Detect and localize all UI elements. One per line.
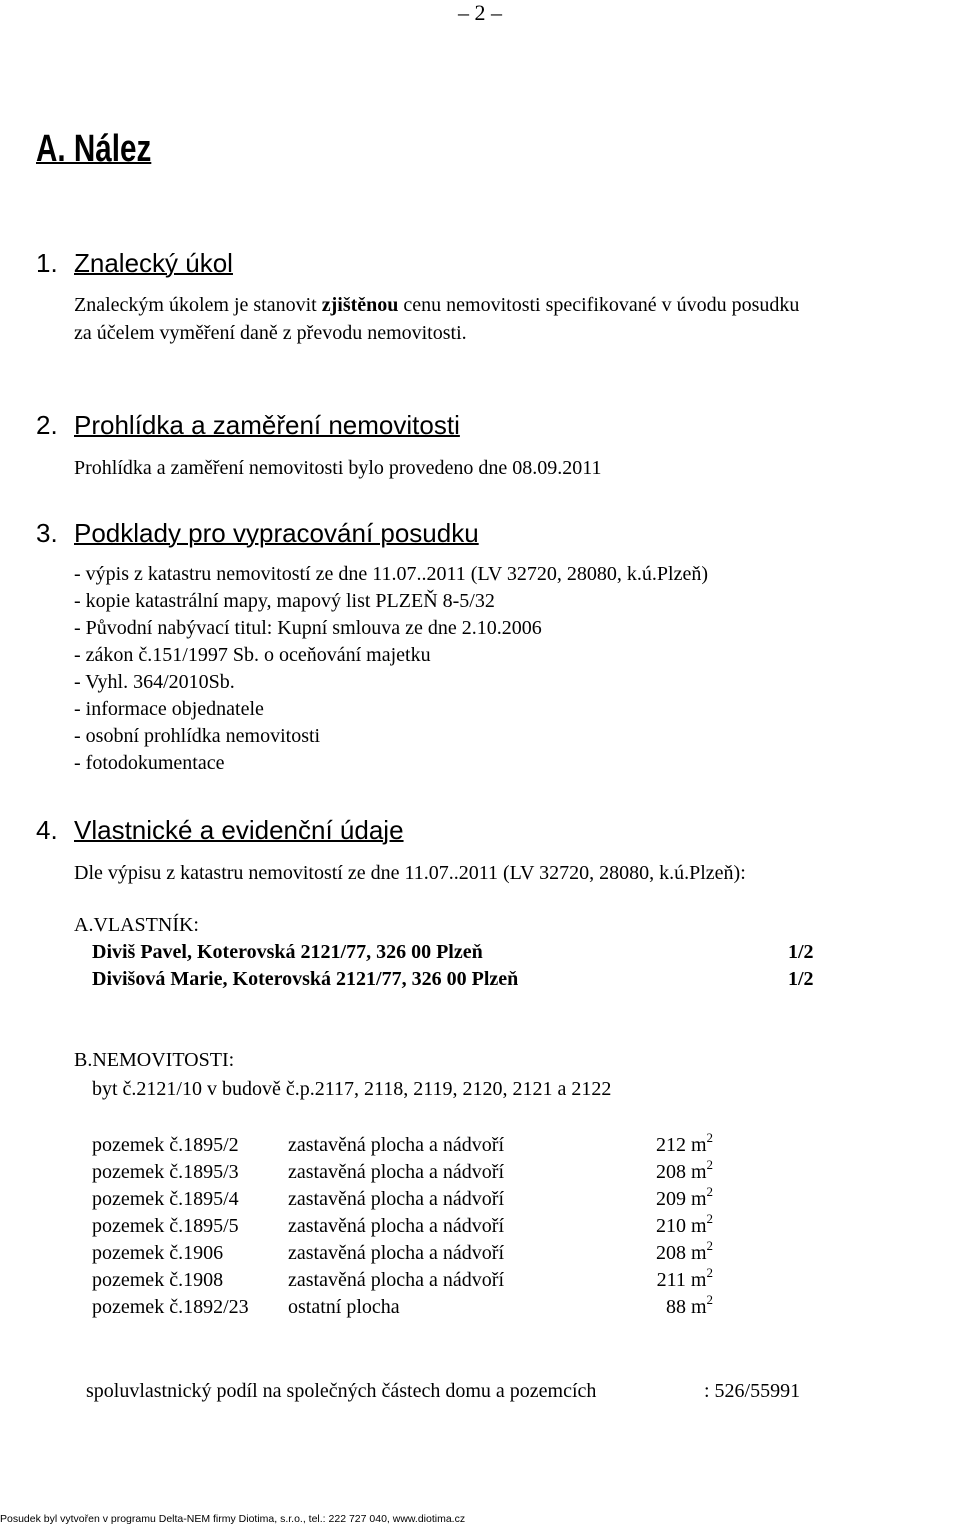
parcel-area [560, 1157, 713, 1184]
parcel-id: pozemek č.1906 [92, 1242, 224, 1264]
source-item: - zákon č.151/1997 Sb. o oceňování majetku [74, 644, 431, 666]
emphasis-word: zjištěnou [321, 294, 399, 316]
area-value: 212 m [655, 1134, 707, 1156]
section-title: Znalecký úkol [74, 248, 233, 278]
section-1-heading [36, 248, 636, 280]
owners-label: A.VLASTNÍK: [74, 914, 199, 936]
parcel-type: zastavěná plocha a nádvoří [288, 1161, 505, 1183]
area-value: 210 m [655, 1215, 707, 1237]
source-item: - Vyhl. 364/2010Sb. [74, 671, 235, 693]
text-part: Znaleckým úkolem je stanovit [74, 294, 322, 316]
area-exponent: 2 [706, 1130, 713, 1145]
parcel-id: pozemek č.1908 [92, 1269, 224, 1291]
document-title: A. Nález [36, 128, 152, 170]
parcel-area [560, 1292, 713, 1319]
text-part: cenu nemovitosti specifikované v úvodu posudku [398, 294, 800, 316]
section-2-text: Prohlídka a zaměření nemovitosti bylo provedeno dne 08.09.2011 [74, 457, 602, 479]
section-3-heading [36, 518, 736, 550]
owner-name: Diviš Pavel, Koterovská 2121/77, 326 00 Plzeň [92, 941, 483, 963]
area-exponent: 2 [706, 1157, 713, 1172]
area-exponent: 2 [706, 1292, 713, 1307]
section-1-text [74, 292, 799, 319]
source-item: - informace objednatele [74, 698, 264, 720]
footer-note: Posudek byl vytvořen v programu Delta-NEM firmy Diotima, s.r.o., tel.: 222 727 040, www.diotima.cz [0, 1513, 466, 1525]
parcel-type: zastavěná plocha a nádvoří [288, 1215, 505, 1237]
source-item: - výpis z katastru nemovitostí ze dne 11.07..2011 (LV 32720, 28080, k.ú.Plzeň) [74, 563, 708, 585]
area-exponent: 2 [706, 1265, 713, 1280]
source-item: - osobní prohlídka nemovitosti [74, 725, 321, 747]
page-number: ‒ 2 ‒ [458, 0, 502, 25]
coownership-label: spoluvlastnický podíl na společných částech domu a pozemcích [86, 1380, 597, 1402]
section-number: 2. [36, 410, 58, 440]
parcel-id: pozemek č.1895/5 [92, 1215, 239, 1237]
owner-name: Divišová Marie, Koterovská 2121/77, 326 00 Plzeň [92, 968, 519, 990]
parcel-type: zastavěná plocha a nádvoří [288, 1269, 505, 1291]
area-value: 88 m [665, 1296, 707, 1318]
parcel-id: pozemek č.1895/3 [92, 1161, 239, 1183]
area-exponent: 2 [706, 1211, 713, 1226]
source-item: - fotodokumentace [74, 752, 225, 774]
section-title: Podklady pro vypracování posudku [74, 518, 479, 548]
owner-share: 1/2 [788, 968, 814, 990]
coownership-value: : 526/55991 [704, 1380, 801, 1402]
parcel-area [560, 1130, 713, 1157]
parcel-type: zastavěná plocha a nádvoří [288, 1242, 505, 1264]
area-value: 208 m [655, 1161, 707, 1183]
section-4-text: Dle výpisu z katastru nemovitostí ze dne 11.07..2011 (LV 32720, 28080, k.ú.Plzeň): [74, 862, 746, 884]
owner-share: 1/2 [788, 941, 814, 963]
parcel-id: pozemek č.1892/23 [92, 1296, 249, 1318]
area-value: 208 m [655, 1242, 707, 1264]
parcel-type: ostatní plocha [288, 1296, 400, 1318]
area-value: 209 m [655, 1188, 707, 1210]
parcel-area [560, 1238, 713, 1265]
section-number: 1. [36, 248, 58, 278]
parcel-id: pozemek č.1895/2 [92, 1134, 239, 1156]
parcel-id: pozemek č.1895/4 [92, 1188, 239, 1210]
section-title: Prohlídka a zaměření nemovitosti [74, 410, 460, 440]
source-item: - kopie katastrální mapy, mapový list PLZEŇ 8-5/32 [74, 590, 495, 612]
area-value: 211 m [656, 1269, 707, 1291]
unit-description: byt č.2121/10 v budově č.p.2117, 2118, 2119, 2120, 2121 a 2122 [92, 1078, 612, 1100]
section-number: 4. [36, 815, 58, 845]
area-exponent: 2 [706, 1238, 713, 1253]
area-exponent: 2 [706, 1184, 713, 1199]
section-1-text-line2: za účelem vyměření daně z převodu nemovitosti. [74, 322, 467, 344]
parcel-type: zastavěná plocha a nádvoří [288, 1134, 505, 1156]
section-number: 3. [36, 518, 58, 548]
source-item: - Původní nabývací titul: Kupní smlouva ze dne 2.10.2006 [74, 617, 542, 639]
section-title: Vlastnické a evidenční údaje [74, 815, 404, 845]
property-label: B.NEMOVITOSTI: [74, 1049, 235, 1071]
section-4-heading [36, 815, 736, 847]
parcel-area [560, 1265, 713, 1292]
parcel-area [560, 1184, 713, 1211]
parcel-type: zastavěná plocha a nádvoří [288, 1188, 505, 1210]
section-2-heading [36, 410, 736, 442]
parcel-area [560, 1211, 713, 1238]
